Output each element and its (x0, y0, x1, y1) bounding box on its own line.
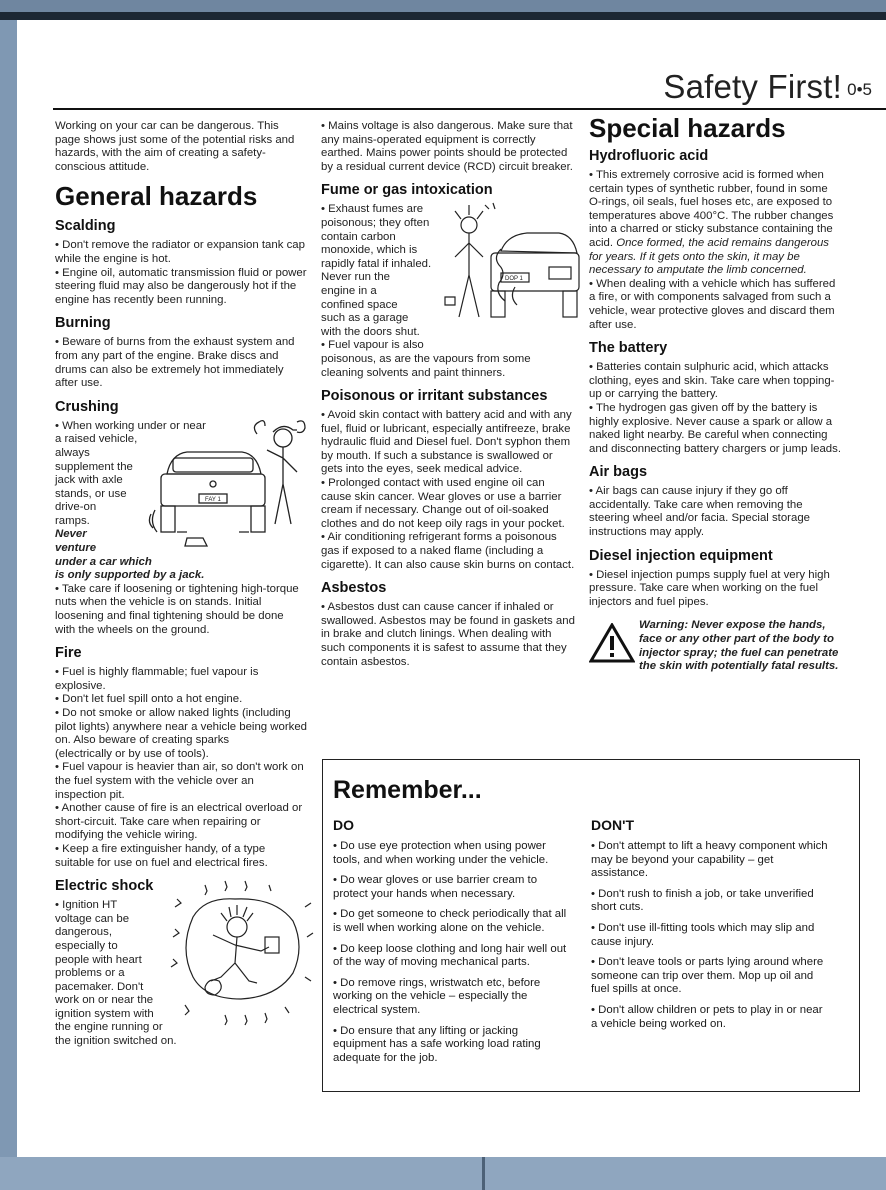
fire-text-1: • Fuel is highly flammable; fuel vapour is explosive. (55, 666, 259, 692)
warning-note (589, 619, 841, 673)
shock-line: the engine running or (55, 1021, 163, 1034)
asbestos-heading: Asbestos (321, 580, 387, 597)
page-title: Safety First! (663, 68, 842, 105)
fume-line: contain carbon (321, 230, 396, 243)
scan-bottom-border (0, 1157, 886, 1190)
do-item: • Do remove rings, wristwatch etc, before working on the vehicle – especially the electrical system. (333, 976, 541, 1016)
battery-text-1: • Batteries contain sulphuric acid, which attacks clothing, eyes and skin. Take care when topping-up or carrying the battery. (589, 361, 835, 401)
poison-heading: Poisonous or irritant substances (321, 388, 548, 405)
do-item: • Do keep loose clothing and long hair well out of the way of moving mechanical parts. (333, 942, 567, 969)
crushing-heading: Crushing (55, 398, 119, 415)
mains-text: • Mains voltage is also dangerous. Make sure that any mains-operated equipment is correctly earthed. Mains power points should be protected by a residual current device (RCD) circuit breaker. (321, 120, 573, 173)
poison-text-3: • Air conditioning refrigerant forms a poisonous gas if exposed to a naked flame (including a cigarette). It can also cause skin burns on contact. (321, 531, 575, 571)
shock-line: ignition system with (55, 1007, 154, 1020)
fire-text-3b: (electrically or by use of tools). (55, 747, 209, 760)
plate-text: DOP 1 (505, 276, 523, 283)
shock-line: pacemaker. Don't (55, 980, 144, 993)
fire-text-3: • Do not smoke or allow naked lights (including pilot lights) anywhere near a vehicle being worked on. Also beware of creating sparks (55, 707, 308, 747)
scan-binding-seam (482, 1157, 485, 1190)
column-2 (321, 120, 575, 669)
crushing-text-2: • Take care if loosening or tightening high-torque nuts when the vehicle is on stands. Initial loosening and final tightening should be done with the wheels on the ground. (55, 582, 299, 636)
intro-text: Working on your car can be dangerous. This page shows just some of the potential risks and hazards, with the aim of creating a safety-conscious attitude. (55, 120, 295, 173)
fume-line: poisonous; they often (321, 216, 430, 229)
fume-line: rapidly fatal if inhaled. (321, 257, 432, 270)
crushing-line: a raised vehicle, (55, 433, 138, 446)
do-item: • Do use eye protection when using power tools, and when working under the vehicle. (333, 840, 549, 866)
remember-box (322, 759, 860, 1092)
shock-line: problems or a (55, 967, 125, 980)
warning-text: Warning: Never expose the hands, face or any other part of the body to injector spray; the fuel can penetrate the skin with potentially fatal results. (639, 619, 839, 673)
document-page (17, 20, 886, 1157)
scan-top-border (0, 0, 886, 20)
crushing-line: jack with axle (55, 474, 123, 487)
crushing-line: stands, or use (55, 487, 127, 500)
crushing-line: • When working under or near (55, 419, 206, 432)
fume-text-2: poisonous, as are the vapours from some cleaning solvents and paint thinners. (321, 352, 531, 379)
hydrofluoric-text: • This extremely corrosive acid is formed when certain types of synthetic rubber, found in some O-rings, oil seals, fuel hoses etc, are exposed to temperatures above 400°C. The rubber changes into a charred or sticky substance containing the acid. (589, 169, 834, 249)
scalding-heading: Scalding (55, 218, 116, 235)
fume-line: engine in a (321, 284, 377, 297)
fire-text-4: • Fuel vapour is heavier than air, so don't work on the fuel system with the vehicle over an inspection pit. (55, 761, 304, 801)
poison-text-2: • Prolonged contact with used engine oil can cause skin cancer. Wear gloves or use a barrier cream if necessary. Change out of oil-soaked clothes and do not keep oily rags in your pocket. (321, 477, 565, 530)
crushing-warning: Never (55, 528, 87, 541)
crushing-block (55, 420, 307, 583)
scalding-text-1: • Don't remove the radiator or expansion tank cap while the engine is hot. (55, 239, 305, 265)
fume-line: monoxide, which is (321, 244, 418, 257)
exhaust-fumes-illustration (441, 201, 581, 341)
dont-column (591, 817, 831, 1038)
fume-line: such as a garage (321, 312, 409, 325)
shock-line: especially to (55, 939, 118, 952)
header-rule (53, 108, 886, 110)
fume-line: • Exhaust fumes are (321, 203, 424, 216)
column-3 (589, 113, 842, 674)
dont-item: • Don't rush to finish a job, or take unverified short cuts. (591, 887, 814, 914)
fume-block (321, 203, 575, 353)
shock-line: dangerous, (55, 926, 112, 939)
asbestos-text: • Asbestos dust can cause cancer if inhaled or swallowed. Asbestos may be found in gaskets and in brake and clutch linings. When dealing with such components it is safest to assume that they contain asbestos. (321, 601, 575, 668)
airbags-text: • Air bags can cause injury if they go off accidentally. Take care when removing the steering wheel and/or facia. Special storage instructions may apply. (589, 485, 810, 539)
shock-line: • Ignition HT (55, 899, 118, 912)
crushing-line: supplement the (55, 460, 133, 473)
crushing-warning: under a car which (55, 555, 152, 568)
dont-item: • Don't allow children or pets to play in or near a vehicle being worked on. (591, 1003, 823, 1030)
dont-item: • Don't use ill-fitting tools which may slip and cause injury. (591, 921, 815, 948)
fume-line: confined space (321, 298, 398, 311)
burning-heading: Burning (55, 315, 111, 332)
battery-heading: The battery (589, 340, 668, 357)
dont-heading: DON'T (591, 817, 634, 833)
dont-item: • Don't leave tools or parts lying around where someone can trip over them. Mop up oil and fuel spills at once. (591, 956, 824, 996)
scalding-text-2: • Engine oil, automatic transmission fluid or power steering fluid may also be dangerously hot if the engine has recently been running. (55, 266, 307, 306)
electric-shock-illustration (165, 877, 315, 1027)
general-hazards-heading: General hazards (55, 181, 258, 212)
hydrofluoric-italic: Once formed, the acid remains dangerous for years. If it gets onto the skin, it may be necessary to amputate the limb concerned. (589, 236, 829, 277)
do-column (333, 817, 573, 1072)
do-item: • Do ensure that any lifting or jacking equipment has a safe working load rating adequate for the job. (333, 1024, 541, 1064)
airbags-heading: Air bags (589, 464, 648, 481)
fume-line: Never run the (321, 271, 391, 284)
shock-line: people with heart (55, 953, 142, 966)
do-heading: DO (333, 817, 354, 833)
scan-top-shadow (0, 12, 886, 20)
electric-shock-heading: Electric shock (55, 878, 154, 895)
fire-text-2: • Don't let fuel spill onto a hot engine. (55, 693, 243, 706)
dont-item: • Don't attempt to lift a heavy component which may be beyond your capability – get assistance. (591, 840, 828, 880)
crushing-line: always (55, 446, 90, 459)
hydrofluoric-heading: Hydrofluoric acid (589, 148, 709, 164)
shock-line: the ignition switched on. (55, 1035, 177, 1048)
crushing-line: drive-on (55, 501, 97, 514)
fume-line: • Fuel vapour is also (321, 339, 424, 352)
fire-text-5: • Another cause of fire is an electrical overload or short-circuit. Take care when repairing or modifying the vehicle wiring. (55, 802, 303, 842)
poison-text-1: • Avoid skin contact with battery acid and with any fuel, fluid or lubricant, especially antifreeze, brake hydraulic fluid and Diesel fuel. Don't syphon them by mouth. If such a substance is swallowed or gets into the eyes, seek medical advice. (321, 409, 572, 476)
warning-triangle-icon (589, 623, 635, 663)
hydrofluoric-text-1 (589, 169, 841, 278)
column-1 (55, 120, 307, 1049)
hydrofluoric-text-2: • When dealing with a vehicle which has suffered a fire, or with components salvaged from such a vehicle, wear protective gloves and discard them after use. (589, 277, 836, 331)
page-number: 0•5 (847, 80, 872, 99)
crushing-line: ramps. (55, 514, 90, 527)
shock-block (55, 899, 307, 1049)
plate-text: FAY 1 (205, 496, 221, 503)
battery-text-2: • The hydrogen gas given off by the battery is highly explosive. Never cause a spark or allow a naked light nearby. Be careful when connecting and disconnecting battery chargers or jump leads. (589, 401, 842, 455)
fume-line: with the doors shut. (321, 325, 420, 338)
shock-line: voltage can be (55, 912, 130, 925)
diesel-text: • Diesel injection pumps supply fuel at very high pressure. Take care when working on the fuel injectors and fuel pipes. (589, 568, 830, 608)
special-hazards-heading: Special hazards (589, 113, 786, 143)
crushing-warning: venture (55, 542, 97, 555)
fire-heading: Fire (55, 645, 82, 662)
shock-line: work on or near the (55, 994, 154, 1007)
crushing-warning: is only supported by a jack. (55, 569, 205, 582)
remember-heading: Remember... (333, 776, 482, 804)
fume-heading: Fume or gas intoxication (321, 182, 493, 199)
do-item: • Do wear gloves or use barrier cream to protect your hands when necessary. (333, 874, 538, 900)
do-item: • Do get someone to check periodically that all is well when working alone on the vehicle. (333, 908, 567, 934)
diesel-heading: Diesel injection equipment (589, 547, 773, 564)
fire-text-6: • Keep a fire extinguisher handy, of a type suitable for use on fuel and electrical fires. (55, 842, 268, 869)
burning-text: • Beware of burns from the exhaust system and from any part of the engine. Brake discs and drums can also be extremely hot immediately after use. (55, 336, 295, 390)
car-on-jack-illustration (147, 414, 307, 554)
